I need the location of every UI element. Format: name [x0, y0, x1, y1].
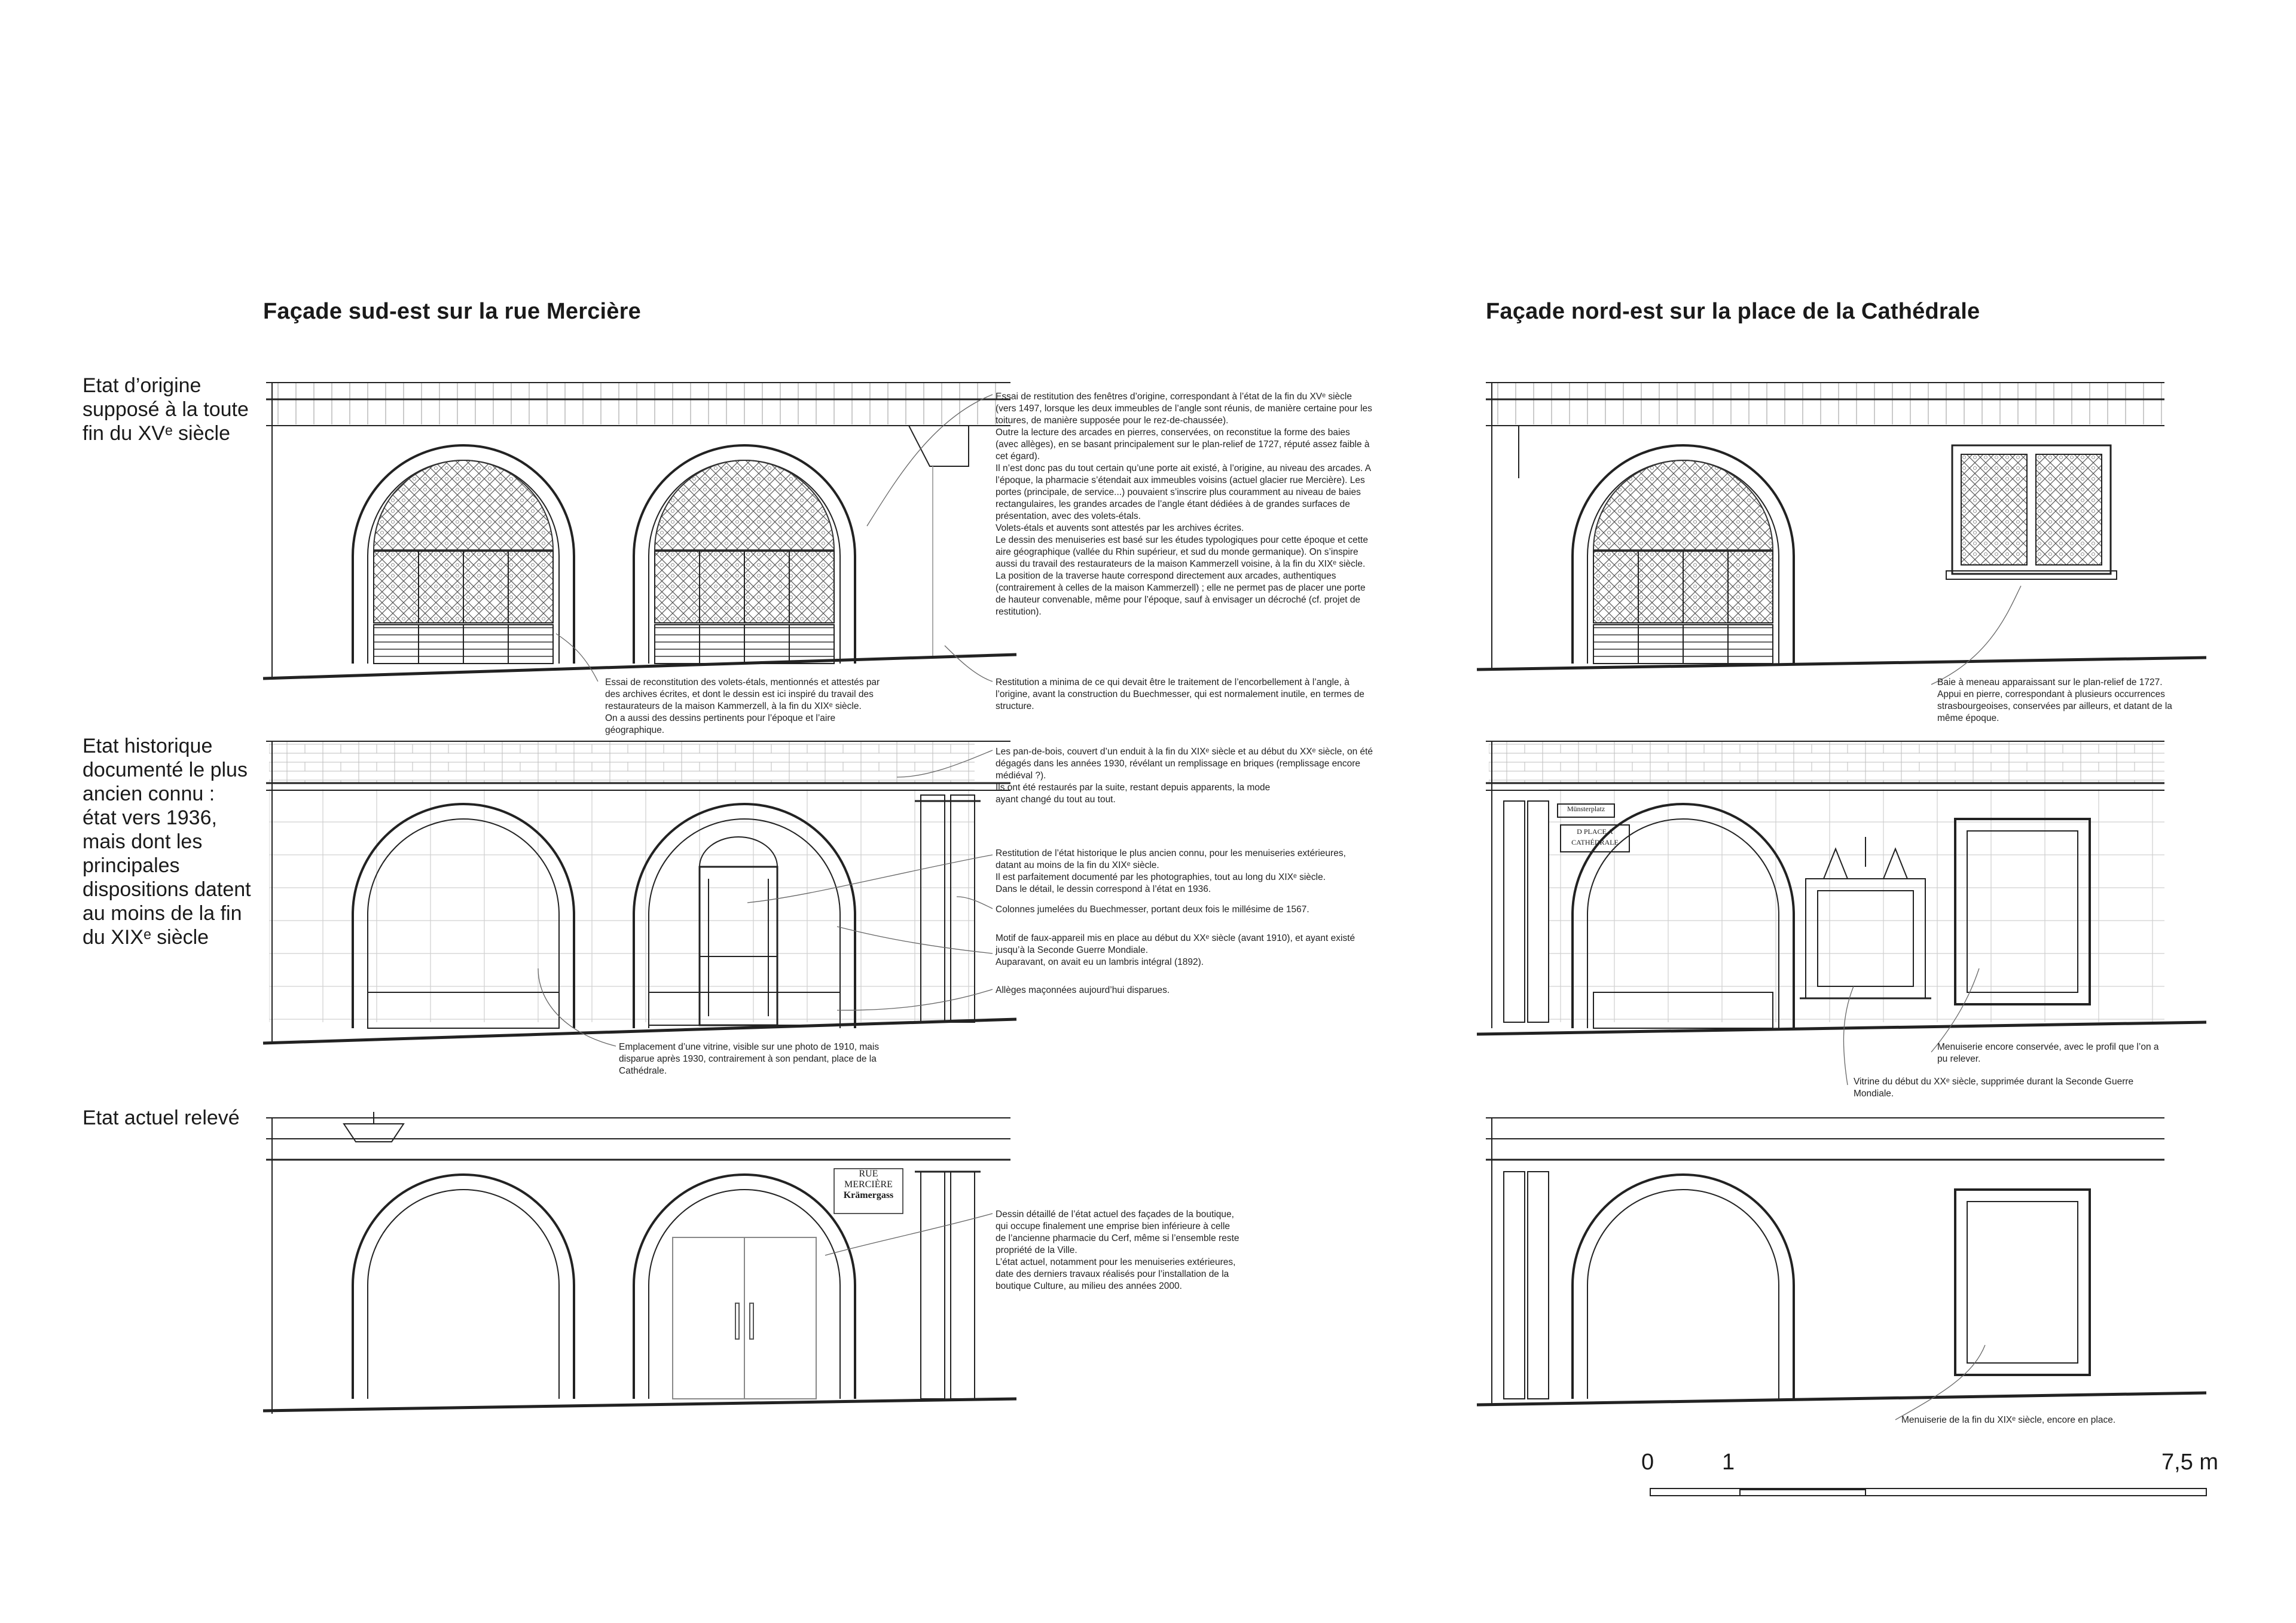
- sign-line: Krämergass: [843, 1190, 894, 1200]
- left-row1-facade: [263, 383, 1016, 678]
- note-emplacement-vitrine: Emplacement d’une vitrine, visible sur une photo de 1910, mais disparue après 1930, contrairement à son pendant, place de la Cathédrale.: [619, 1042, 880, 1076]
- sign-place-cathedrale: [1561, 826, 1629, 848]
- note-alleges: Allèges maçonnées aujourd’hui disparues.: [996, 985, 1170, 995]
- sign-line: MERCIÈRE: [844, 1179, 893, 1190]
- row-label-historic: Etat historique documenté le plus ancien connu : état vers 1936, mais dont les principales dispositions datent au moins de la fin du XIXᵉ siècle: [83, 735, 251, 949]
- row-label-current: Etat actuel relevé: [83, 1107, 240, 1129]
- right-row1-facade: [1477, 383, 2206, 670]
- sign-line: RUE: [859, 1169, 878, 1179]
- note-faux-appareil: Motif de faux-appareil mis en place au début du XXᵉ siècle (avant 1910), et ayant existé jusqu’à la Seconde Guerre Mondiale. Auparavant, on avait eu un lambris intégral (1892).: [996, 933, 1355, 967]
- street-sign-rue-merciere: [834, 1169, 903, 1201]
- note-menuiserie-conservee: Menuiserie encore conservée, avec le profil que l’on a pu relever.: [1937, 1042, 2159, 1064]
- note-window-restitution: Essai de restitution des fenêtres d’origine, correspondant à l’état de la fin du XVᵉ siècle (vers 1497, lorsque les deux immeubles de l’angle sont réunis, de manière certaine pour les toitures, de manière supposée pour le rez-de-chaussée). Outre la lecture des arcades en pierres, conservées, on reconstitue la forme des baies (avec allèges), en se basant principalement sur le plan-relief de 1727, réputé assez faible à cet égard). Il n’est donc pas du tout certain qu’une porte ait existé, à l’origine, au niveau des arcades. A l’époque, la pharmacie s’étendait aux immeubles voisins (actuel glacier rue Mercière). Les portes (principale, de service...) pouvaient s’inscrire plus couramment au niveau de baies rectangulaires, les grandes arcades de l’angle étant dédiées à de grandes surfaces de présentation, avec des volets-étals. Volets-étals et auvents sont attestés par les archives écrites. Le dessin des menuiseries est basé sur les études typologiques pour cette époque et cette aire géographique (vallée du Rhin supérieur, et sud du monde germanique). On s’inspire aussi du travail des restaurateurs de la maison Kammerzell voisine, à la fin du XIXᵉ siècle. La position de la traverse haute correspond directement aux arcades, authentiques (contrairement à celles de la maison Kammerzell) ; elle ne permet pas de placer une porte de hauteur convenable, même pour l’époque, sauf à envisager un décroché (cf. projet de restitution).: [996, 392, 1372, 617]
- left-row2-facade: [263, 741, 1016, 1043]
- note-volets-etals: Essai de reconstitution des volets-étals, mentionnés et attestés par des archives écrites, et dont le dessin est ici inspiré du travail des restaurateurs de la maison Kammerzell, à la fin du XIXᵉ siècle. On a aussi des dessins pertinents pour l’époque et l’aire géographique.: [605, 677, 880, 735]
- right-row2-facade: [1477, 741, 2206, 1034]
- left-column-title: Façade sud-est sur la rue Mercière: [263, 299, 641, 324]
- scale-label-0: 0: [1641, 1450, 1654, 1475]
- right-column-title: Façade nord-est sur la place de la Cathédrale: [1486, 299, 1980, 324]
- note-restitution-historique: Restitution de l’état historique le plus ancien connu, pour les menuiseries extérieures, datant au moins de la fin du XIXᵉ siècle. Il est parfaitement documenté par les photographies, tout au long du XIXᵉ siècle. Dans le détail, le dessin correspond à l’état en 1936.: [996, 848, 1346, 894]
- note-menuiserie-xixe: Menuiserie de la fin du XIXᵉ siècle, encore en place.: [1901, 1415, 2116, 1425]
- note-pan-de-bois: Les pan-de-bois, couvert d’un enduit à la fin du XIXᵉ siècle et au début du XXᵉ siècle, on été dégagés dans les années 1930, révélant un remplissage en briques (remplissage encore médiéval ?). Ils ont été restaurés par la suite, restant depuis apparents, la mode ayant changé du tout au tout.: [996, 747, 1373, 805]
- left-row3-facade: [263, 1112, 1016, 1414]
- note-encorbellement: Restitution a minima de ce qui devait être le traitement de l’encorbellement à l’angle, à l’origine, avant la construction du Buechmesser, qui est normalement inutile, en termes de structure.: [996, 677, 1364, 711]
- sign-line: CATHÉDRALE: [1571, 838, 1619, 846]
- note-baie-meneau: Baie à meneau apparaissant sur le plan-relief de 1727. Appui en pierre, correspondant à plusieurs occurrences strasbourgeoises, conservées par ailleurs, et datant de la même époque.: [1937, 677, 2172, 723]
- sign-munsterplatz: Münsterplatz: [1567, 805, 1605, 813]
- scale-label-1: 1: [1722, 1450, 1735, 1475]
- row-label-origin: Etat d’origine supposé à la toute fin du XVᵉ siècle: [83, 374, 249, 445]
- right-row3-facade: [1477, 1118, 2206, 1405]
- note-colonnes: Colonnes jumelées du Buechmesser, portant deux fois le millésime de 1567.: [996, 904, 1309, 915]
- note-etat-actuel: Dessin détaillé de l’état actuel des façades de la boutique, qui occupe finalement une emprise bien inférieure à celle de l’ancienne pharmacie du Cerf, même si l’ensemble reste propriété de la Ville. L’état actuel, notamment pour les menuiseries extérieures, date des derniers travaux réalisés pour l’installation de la boutique Culture, au milieu des années 2000.: [996, 1209, 1239, 1291]
- scale-bar-graphic: [1650, 1488, 2206, 1496]
- scale-label-end: 7,5 m: [2161, 1450, 2219, 1475]
- note-vitrine-xxe: Vitrine du début du XXᵉ siècle, supprimée durant la Seconde Guerre Mondiale.: [1854, 1077, 2134, 1099]
- sign-line: D PLACE A: [1577, 827, 1613, 836]
